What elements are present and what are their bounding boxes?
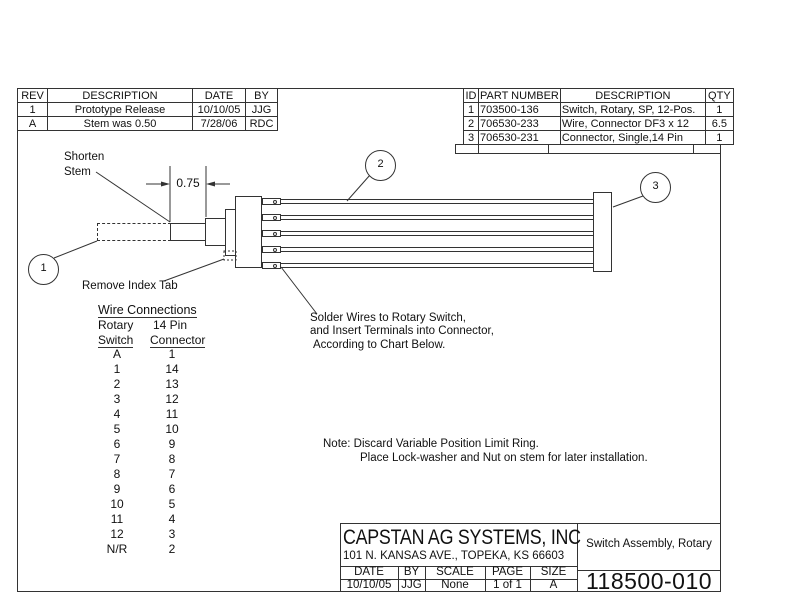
- parts-table-divider: [693, 144, 694, 154]
- scale-field-header: SCALE: [436, 566, 474, 578]
- date-col-header: DATE: [193, 89, 246, 103]
- company-name: CAPSTAN AG SYSTEMS, INC: [343, 526, 581, 549]
- switch-pin: 4: [113, 407, 121, 421]
- by-field-header: BY: [403, 566, 420, 578]
- wire: [281, 199, 593, 204]
- stem-dashed-outline: [97, 223, 171, 241]
- rotary-switch-col-header-line1: Rotary: [98, 318, 134, 332]
- size-field-header: SIZE: [540, 566, 567, 578]
- table-row: [96, 497, 206, 512]
- switch-pin: 3: [113, 392, 121, 406]
- connector-pin: 8: [168, 452, 176, 466]
- dimension-value: 0.75: [176, 176, 200, 190]
- scale-field-value: None: [441, 579, 469, 591]
- connector-pin: 1: [168, 347, 176, 361]
- connector-pin: 4: [168, 512, 176, 526]
- id-cell: 3: [464, 131, 479, 145]
- by-field-value: JJG: [401, 579, 422, 591]
- terminal: [262, 214, 281, 221]
- table-row: [96, 437, 206, 452]
- part-number-col-header: PART NUMBER: [480, 89, 559, 102]
- company-address: 101 N. KANSAS AVE., TOPEKA, KS 66603: [343, 550, 565, 562]
- connector-pin: 6: [168, 482, 176, 496]
- solder-instructions-line2: and Insert Terminals into Connector,: [310, 325, 494, 338]
- part-number-cell: 703500-136: [479, 103, 561, 117]
- terminal: [262, 198, 281, 205]
- description-col-header: DESCRIPTION: [560, 89, 705, 103]
- rev-cell: 1: [18, 103, 48, 117]
- connector-pin: 2: [168, 542, 176, 556]
- terminal: [262, 230, 281, 237]
- connector-pin: 10: [165, 422, 179, 436]
- date-cell: 10/10/05: [193, 103, 246, 117]
- table-row: [96, 407, 206, 422]
- terminal: [262, 246, 281, 253]
- wire: [281, 263, 593, 268]
- balloon-2: 2: [365, 150, 396, 181]
- assembly-note-line2: Place Lock-washer and Nut on stem for later installation.: [360, 452, 648, 464]
- solder-instructions: [310, 312, 494, 352]
- id-col-header: ID: [465, 89, 477, 102]
- parts-table-divider: [548, 144, 549, 154]
- table-row: [96, 362, 206, 377]
- part-number-cell: 706530-233: [479, 117, 561, 131]
- qty-col-header: QTY: [705, 89, 733, 103]
- parts-table-empty-row: [455, 144, 721, 154]
- description-cell: Connector, Single,14 Pin: [560, 131, 705, 145]
- table-row: [464, 117, 734, 131]
- id-cell: 1: [464, 103, 479, 117]
- rotary-switch-col-header-text: Switch: [98, 333, 134, 347]
- page-field-header: PAGE: [491, 566, 524, 578]
- description-cell: Wire, Connector DF3 x 12: [560, 117, 705, 131]
- connector-14pin: [593, 192, 612, 272]
- table-row: [18, 103, 278, 117]
- rev-cell: A: [18, 117, 48, 131]
- parts-table: [463, 88, 734, 145]
- connector-pin: 3: [168, 527, 176, 541]
- terminal-hole: [273, 248, 277, 252]
- connector-pin: 13: [165, 377, 179, 391]
- parts-table-header: [464, 89, 734, 103]
- by-cell: JJG: [246, 103, 278, 117]
- qty-cell: 6.5: [705, 117, 733, 131]
- assembly-note-line1: Note: Discard Variable Position Limit Ring.: [323, 438, 539, 450]
- switch-pin: 2: [113, 377, 121, 391]
- qty-cell: 1: [705, 131, 733, 145]
- balloon-1: 1: [28, 254, 59, 285]
- size-field-value: A: [549, 579, 558, 591]
- by-cell: RDC: [246, 117, 278, 131]
- table-row: [96, 392, 206, 407]
- connector-col-header-text: Connector: [150, 333, 206, 347]
- terminal-hole: [273, 216, 277, 220]
- wire-connections-table: [96, 347, 206, 557]
- connector-pin: 14: [165, 362, 179, 376]
- rotary-switch-col-header-line2: [98, 333, 133, 348]
- shorten-stem-label-line2: Stem: [64, 166, 91, 178]
- qty-cell: 1: [705, 103, 733, 117]
- date-field-header: DATE: [354, 566, 384, 578]
- table-row: [96, 422, 206, 437]
- revision-table-header: [18, 89, 278, 103]
- switch-pin: 9: [113, 482, 121, 496]
- switch-pin: 1: [113, 362, 121, 376]
- connector-pin: 5: [168, 497, 176, 511]
- description-col-header: DESCRIPTION: [48, 89, 193, 103]
- wire-connections-title-text: Wire Connections: [98, 303, 197, 317]
- part-number-cell: 706530-231: [479, 131, 561, 145]
- shorten-stem-label-line1: Shorten: [64, 151, 105, 163]
- connector-col-header-line2: [150, 333, 205, 348]
- wire-connections-title: [98, 303, 197, 318]
- table-row: [96, 467, 206, 482]
- connector-col-header-line1: 14 Pin: [153, 318, 188, 332]
- switch-stem: [170, 223, 206, 241]
- parts-table-divider: [478, 144, 479, 154]
- connector-pin: 11: [165, 407, 179, 421]
- terminal-hole: [273, 232, 277, 236]
- switch-pin: 11: [110, 512, 124, 526]
- drawing-number: 118500-010: [585, 568, 713, 594]
- table-row: [96, 377, 206, 392]
- switch-pin: 7: [113, 452, 121, 466]
- connector-pin: 7: [168, 467, 176, 481]
- table-row: [96, 482, 206, 497]
- table-row: [96, 347, 206, 362]
- table-row: [96, 542, 206, 557]
- switch-pin: N/R: [106, 542, 128, 556]
- rev-col-header: REV: [18, 89, 48, 103]
- date-cell: 7/28/06: [193, 117, 246, 131]
- balloon-3: 3: [640, 172, 671, 203]
- switch-pin: 6: [113, 437, 121, 451]
- remove-index-tab-label: Remove Index Tab: [82, 280, 178, 292]
- connector-pin: 12: [165, 392, 179, 406]
- switch-pin: A: [112, 347, 121, 361]
- table-row: [464, 131, 734, 145]
- description-cell: Stem was 0.50: [48, 117, 193, 131]
- wire: [281, 215, 593, 220]
- page-field-value: 1 of 1: [493, 579, 522, 591]
- wire: [281, 231, 593, 236]
- terminal-hole: [273, 264, 277, 268]
- connector-pin: 9: [168, 437, 176, 451]
- shorten-stem-label: [64, 150, 104, 180]
- switch-body: [235, 196, 262, 268]
- switch-bushing: [205, 218, 226, 246]
- description-cell: Switch, Rotary, SP, 12-Pos.: [560, 103, 705, 117]
- solder-instructions-line1: Solder Wires to Rotary Switch,: [310, 312, 466, 324]
- date-field-value: 10/10/05: [346, 579, 392, 591]
- by-col-header: BY: [246, 89, 278, 103]
- switch-pin: 12: [110, 527, 124, 541]
- drawing-title: Switch Assembly, Rotary: [586, 538, 712, 550]
- switch-pin: 8: [113, 467, 121, 481]
- switch-pin: 10: [110, 497, 124, 511]
- id-cell: 2: [464, 117, 479, 131]
- table-row: [18, 117, 278, 131]
- revision-table: [17, 88, 278, 131]
- terminal: [262, 262, 281, 269]
- solder-instructions-line3: According to Chart Below.: [313, 338, 446, 351]
- description-cell: Prototype Release: [48, 103, 193, 117]
- wire: [281, 247, 593, 252]
- table-row: [96, 452, 206, 467]
- terminal-hole: [273, 200, 277, 204]
- table-row: [96, 512, 206, 527]
- switch-pin: 5: [113, 422, 121, 436]
- table-row: [464, 103, 734, 117]
- table-row: [96, 527, 206, 542]
